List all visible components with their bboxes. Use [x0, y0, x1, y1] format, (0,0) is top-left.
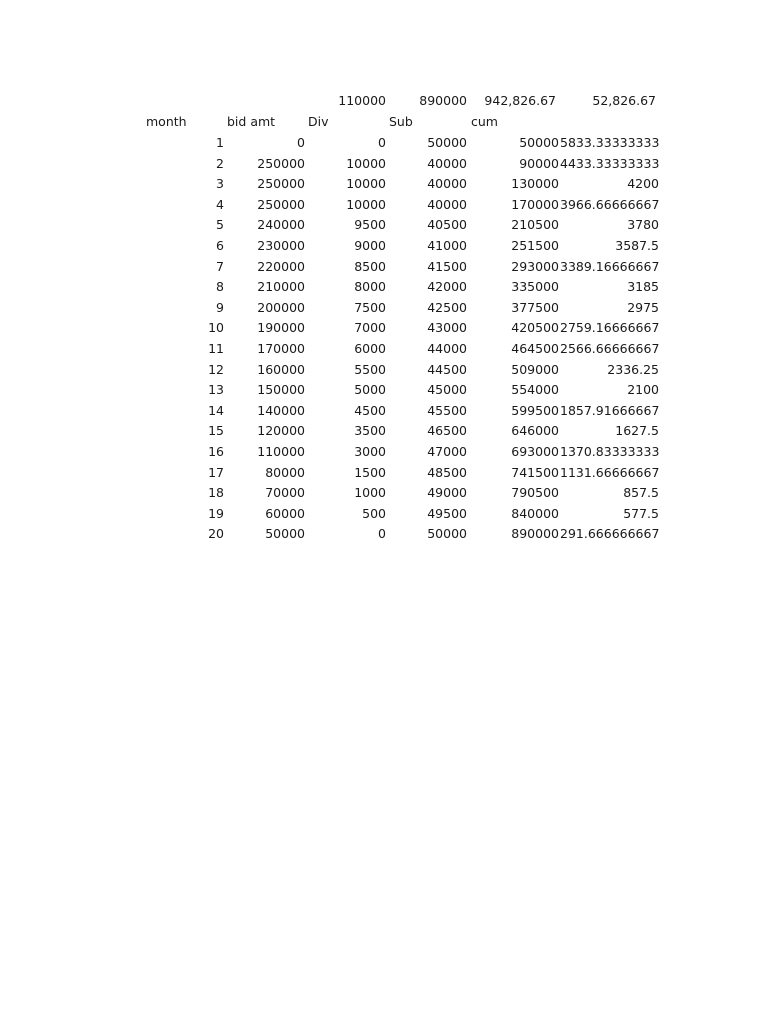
cell-average: 5833.33333333: [560, 135, 660, 150]
cell-div: 0: [378, 135, 386, 150]
cell-bid-amt: 0: [297, 135, 305, 150]
cell-sub: 48500: [427, 464, 467, 480]
table-row: [0, 257, 768, 277]
cell-average: 2566.66666667: [560, 341, 660, 356]
cell-div: 10000: [346, 196, 386, 212]
cell-average: 1627.5: [615, 423, 659, 439]
cell-cum: 377500: [511, 299, 559, 315]
cell-cum: 646000: [511, 423, 559, 439]
cell-month: 7: [216, 258, 224, 274]
cell-month: 19: [208, 505, 224, 521]
cell-month: 12: [208, 361, 224, 377]
cell-average: 2100: [627, 382, 659, 398]
cell-bid-amt: 140000: [257, 402, 305, 418]
cell-cum: 840000: [511, 505, 559, 521]
cell-sub: 50000: [427, 526, 467, 542]
cell-cum: 335000: [511, 279, 559, 295]
cell-div: 500: [362, 505, 386, 521]
cell-month: 5: [216, 217, 224, 233]
cell-div: 7000: [354, 320, 386, 336]
cell-month: 11: [208, 341, 224, 356]
table-row: [0, 277, 768, 297]
cell-month: 16: [208, 444, 224, 459]
cell-cum: 509000: [511, 361, 559, 377]
cell-average: 3966.66666667: [560, 196, 660, 212]
summary-total-cum: 942,826.67: [484, 93, 556, 108]
cell-average: 2759.16666667: [560, 320, 660, 336]
cell-div: 8000: [354, 279, 386, 295]
summary-total-div: 110000: [338, 93, 386, 108]
cell-cum: 790500: [511, 485, 559, 501]
cell-month: 13: [208, 382, 224, 398]
cell-div: 7500: [354, 299, 386, 315]
header-sub: Sub: [389, 114, 413, 129]
cell-bid-amt: 190000: [257, 320, 305, 336]
cell-bid-amt: 200000: [257, 299, 305, 315]
cell-sub: 45000: [427, 382, 467, 398]
cell-div: 1500: [354, 464, 386, 480]
cell-month: 17: [208, 464, 224, 480]
cell-cum: 251500: [511, 238, 559, 253]
cell-cum: 741500: [511, 464, 559, 480]
cell-bid-amt: 110000: [257, 444, 305, 459]
cell-cum: 130000: [511, 176, 559, 192]
table-row: [0, 421, 768, 441]
summary-row: [0, 91, 768, 111]
cell-average: 3389.16666667: [560, 258, 660, 274]
cell-average: 4200: [627, 176, 659, 192]
cell-cum: 693000: [511, 444, 559, 459]
cell-cum: 170000: [511, 196, 559, 212]
cell-month: 1: [216, 135, 224, 150]
table-row: [0, 442, 768, 462]
cell-cum: 420500: [511, 320, 559, 336]
cell-div: 10000: [346, 176, 386, 192]
cell-sub: 40000: [427, 155, 467, 171]
cell-sub: 50000: [427, 135, 467, 150]
header-row: [0, 112, 768, 132]
header-cum: cum: [471, 114, 498, 129]
cell-bid-amt: 250000: [257, 176, 305, 192]
cell-sub: 40000: [427, 176, 467, 192]
cell-div: 1000: [354, 485, 386, 501]
cell-cum: 554000: [511, 382, 559, 398]
table-row: [0, 318, 768, 338]
table-row: [0, 174, 768, 194]
cell-sub: 47000: [427, 444, 467, 459]
table-row: [0, 339, 768, 359]
cell-sub: 45500: [427, 402, 467, 418]
cell-sub: 42000: [427, 279, 467, 295]
cell-div: 9500: [354, 217, 386, 233]
cell-bid-amt: 120000: [257, 423, 305, 439]
summary-total-avg: 52,826.67: [592, 93, 656, 108]
header-bid-amt: bid amt: [227, 114, 276, 129]
cell-sub: 40500: [427, 217, 467, 233]
cell-div: 5500: [354, 361, 386, 377]
cell-sub: 49500: [427, 505, 467, 521]
cell-sub: 44500: [427, 361, 467, 377]
cell-month: 18: [208, 485, 224, 501]
cell-div: 4500: [354, 402, 386, 418]
table-row: [0, 380, 768, 400]
cell-cum: 599500: [511, 402, 559, 418]
table-row: [0, 154, 768, 174]
cell-average: 2975: [627, 299, 659, 315]
cell-sub: 49000: [427, 485, 467, 501]
cell-sub: 41500: [427, 258, 467, 274]
cell-cum: 210500: [511, 217, 559, 233]
cell-average: 2336.25: [607, 361, 659, 377]
cell-div: 6000: [354, 341, 386, 356]
cell-month: 4: [216, 196, 224, 212]
cell-average: 1131.66666667: [560, 464, 660, 480]
cell-average: 3780: [627, 217, 659, 233]
cell-sub: 43000: [427, 320, 467, 336]
cell-bid-amt: 170000: [257, 341, 305, 356]
cell-average: 3587.5: [615, 238, 659, 253]
cell-bid-amt: 50000: [265, 526, 305, 542]
table-row: [0, 360, 768, 380]
cell-month: 10: [208, 320, 224, 336]
cell-average: 4433.33333333: [560, 155, 660, 171]
table-row: [0, 524, 768, 544]
cell-cum: 293000: [511, 258, 559, 274]
cell-average: 291.666666667: [560, 526, 660, 542]
cell-month: 15: [208, 423, 224, 439]
cell-sub: 41000: [427, 238, 467, 253]
cell-sub: 44000: [427, 341, 467, 356]
cell-bid-amt: 250000: [257, 155, 305, 171]
header-month: month: [146, 114, 187, 129]
cell-sub: 46500: [427, 423, 467, 439]
cell-div: 8500: [354, 258, 386, 274]
cell-month: 14: [208, 402, 224, 418]
cell-div: 3500: [354, 423, 386, 439]
cell-bid-amt: 210000: [257, 279, 305, 295]
table-row: [0, 236, 768, 256]
cell-month: 8: [216, 279, 224, 295]
cell-div: 3000: [354, 444, 386, 459]
cell-average: 577.5: [623, 505, 659, 521]
table-row: [0, 298, 768, 318]
table-row: [0, 463, 768, 483]
cell-cum: 890000: [511, 526, 559, 542]
cell-bid-amt: 220000: [257, 258, 305, 274]
cell-month: 20: [208, 526, 224, 542]
cell-bid-amt: 250000: [257, 196, 305, 212]
table-row: [0, 215, 768, 235]
table-row: [0, 195, 768, 215]
cell-div: 9000: [354, 238, 386, 253]
cell-average: 857.5: [623, 485, 659, 501]
cell-div: 5000: [354, 382, 386, 398]
table-row: [0, 133, 768, 153]
cell-div: 0: [378, 526, 386, 542]
cell-cum: 464500: [511, 341, 559, 356]
table-row: [0, 504, 768, 524]
cell-bid-amt: 60000: [265, 505, 305, 521]
cell-cum: 90000: [519, 155, 559, 171]
cell-sub: 40000: [427, 196, 467, 212]
cell-bid-amt: 70000: [265, 485, 305, 501]
summary-total-sub: 890000: [419, 93, 467, 108]
cell-month: 3: [216, 176, 224, 192]
cell-month: 6: [216, 238, 224, 253]
header-div: Div: [308, 114, 329, 129]
cell-bid-amt: 240000: [257, 217, 305, 233]
cell-bid-amt: 230000: [257, 238, 305, 253]
cell-bid-amt: 80000: [265, 464, 305, 480]
cell-cum: 50000: [519, 135, 559, 150]
cell-sub: 42500: [427, 299, 467, 315]
cell-month: 2: [216, 155, 224, 171]
cell-average: 3185: [627, 279, 659, 295]
cell-average: 1370.83333333: [560, 444, 660, 459]
cell-bid-amt: 150000: [257, 382, 305, 398]
cell-average: 1857.91666667: [560, 402, 660, 418]
table-row: [0, 483, 768, 503]
table-row: [0, 401, 768, 421]
cell-div: 10000: [346, 155, 386, 171]
cell-bid-amt: 160000: [257, 361, 305, 377]
cell-month: 9: [216, 299, 224, 315]
